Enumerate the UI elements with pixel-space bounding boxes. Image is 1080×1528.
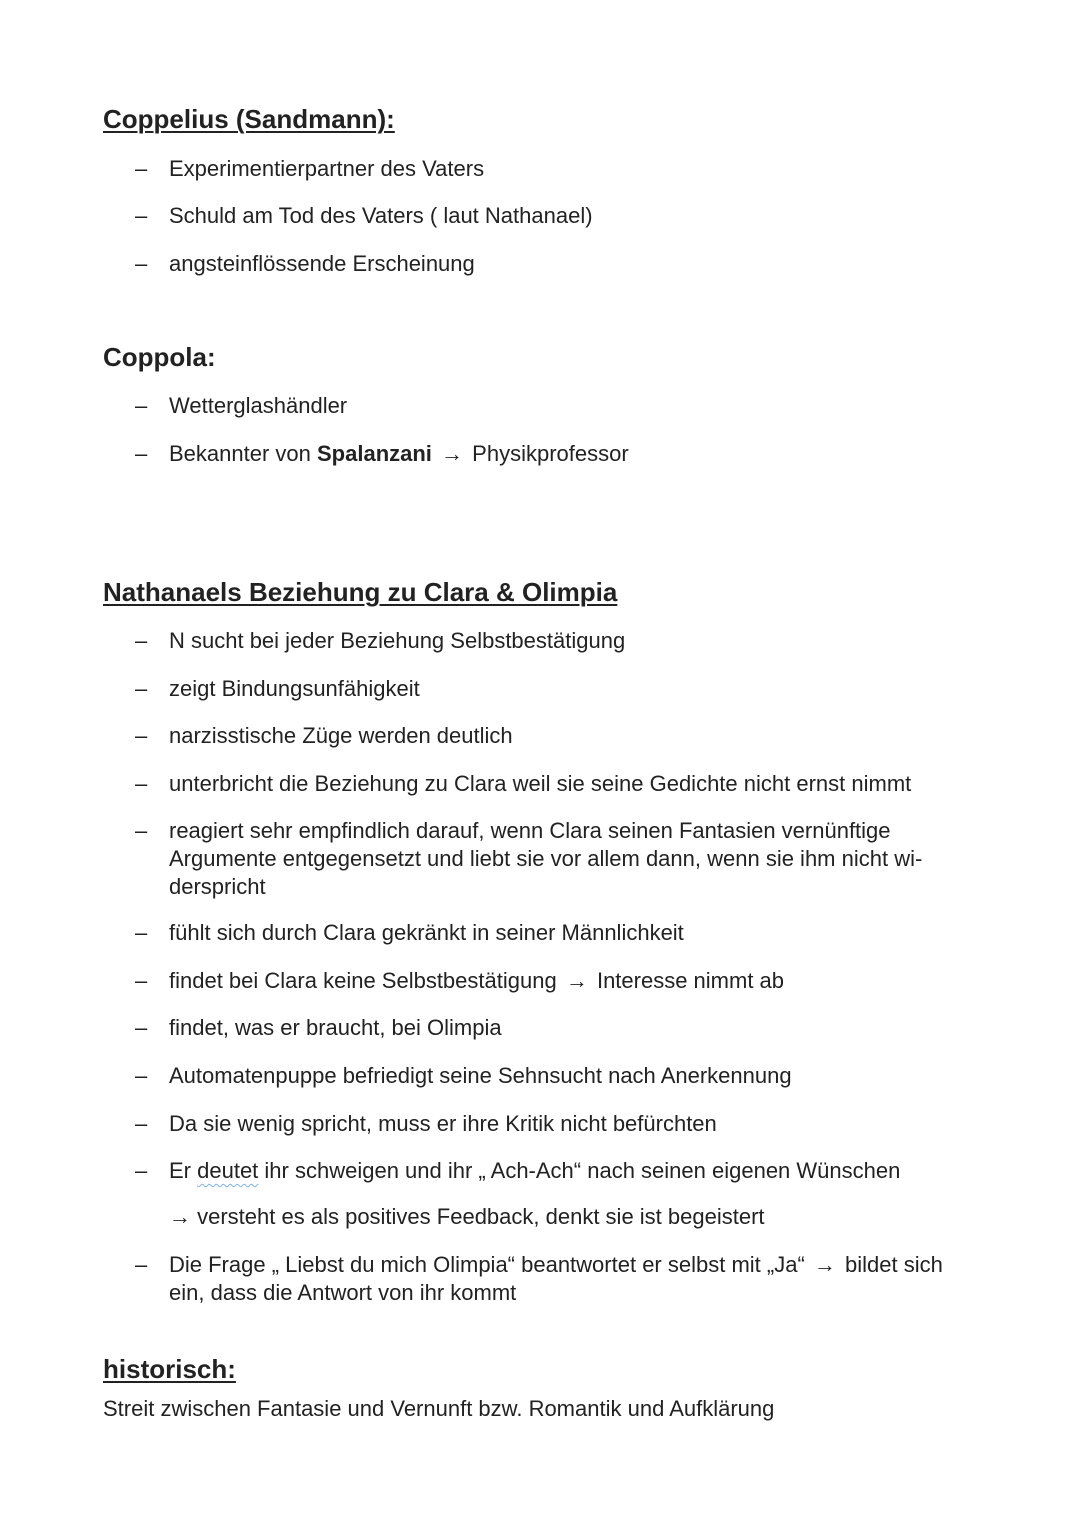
text-segment: Er [169, 1158, 191, 1183]
list-item [169, 1157, 999, 1185]
list-item: Da sie wenig spricht, muss er ihre Kritik nicht befürchten [169, 1111, 717, 1136]
list-item [169, 967, 999, 995]
historisch-text: Streit zwischen Fantasie und Vernunft bzw. Romantik und Aufklärung [103, 1396, 775, 1421]
text-segment: Die Frage „ Liebst du mich Olimpia“ beantwortet er selbst mit „Ja“ [169, 1252, 805, 1277]
bullet-dash: – [135, 1063, 148, 1088]
bullet-dash: – [135, 628, 148, 653]
list-item: Experimentierpartner des Vaters [169, 156, 485, 181]
list-item: N sucht bei jeder Beziehung Selbstbestätigung [169, 628, 626, 653]
bullet-dash: – [135, 156, 148, 181]
list-item [169, 1251, 969, 1307]
bullet-dash: – [135, 676, 148, 701]
bullet-dash: – [135, 968, 148, 993]
bullet-dash: – [135, 203, 148, 228]
bullet-dash: – [135, 441, 148, 466]
arrow-right-icon: → [565, 968, 588, 993]
list-item: Wetterglashändler [169, 393, 348, 418]
list-item: unterbricht die Beziehung zu Clara weil sie seine Gedichte nicht ernst nimmt [169, 771, 912, 796]
text-segment: Interesse nimmt ab [596, 968, 785, 993]
bullet-dash: – [135, 393, 148, 418]
arrow-right-icon: → [169, 1204, 191, 1229]
text-segment: bildet sich ein, dass die Antwort von ihr kommt [169, 1252, 943, 1305]
text-segment: Bekannter von [169, 441, 311, 466]
list-item [169, 440, 999, 468]
list-item: Schuld am Tod des Vaters ( laut Nathanael) [169, 203, 593, 228]
bullet-dash: – [135, 1158, 148, 1183]
bullet-dash: – [135, 723, 148, 748]
heading-coppelius: Coppelius (Sandmann): [103, 104, 395, 134]
heading-beziehung: Nathanaels Beziehung zu Clara & Olimpia [103, 577, 618, 607]
bullet-dash: – [135, 1111, 148, 1136]
heading-coppola: Coppola: [103, 342, 216, 372]
text-segment: versteht es als positives Feedback, denkt sie ist begeistert [197, 1204, 765, 1229]
list-item-continuation [169, 1203, 999, 1231]
bullet-dash: – [135, 1015, 148, 1040]
bold-name-spalanzani: Spalanzani [317, 441, 432, 466]
list-item: Automatenpuppe befriedigt seine Sehnsucht nach Anerkennung [169, 1063, 792, 1088]
bullet-dash: – [135, 1252, 148, 1277]
list-item: zeigt Bindungsunfähigkeit [169, 676, 420, 701]
list-item: fühlt sich durch Clara gekränkt in seiner Männlichkeit [169, 920, 684, 945]
list-item: findet, was er braucht, bei Olimpia [169, 1015, 502, 1040]
text-segment: ihr schweigen und ihr „ Ach-Ach“ nach seinen eigenen Wünschen [264, 1158, 901, 1183]
bullet-dash: – [135, 251, 148, 276]
heading-historisch: historisch: [103, 1354, 236, 1384]
list-item: narzisstische Züge werden deutlich [169, 723, 513, 748]
text-segment: findet bei Clara keine Selbstbestätigung [169, 968, 557, 993]
arrow-right-icon: → [813, 1252, 836, 1277]
list-item: reagiert sehr empfindlich darauf, wenn Clara seinen Fantasien vernünftige Argumente entgegensetzt und liebt sie vor allem dann, wenn sie ihm nicht wi-derspricht [169, 818, 923, 899]
list-item: angsteinflössende Erscheinung [169, 251, 475, 276]
bullet-dash: – [135, 920, 148, 945]
spellcheck-word: deutet [197, 1158, 259, 1183]
bullet-dash: – [135, 818, 148, 843]
bullet-dash: – [135, 771, 148, 796]
text-segment: Physikprofessor [472, 441, 629, 466]
arrow-right-icon: → [441, 441, 464, 466]
